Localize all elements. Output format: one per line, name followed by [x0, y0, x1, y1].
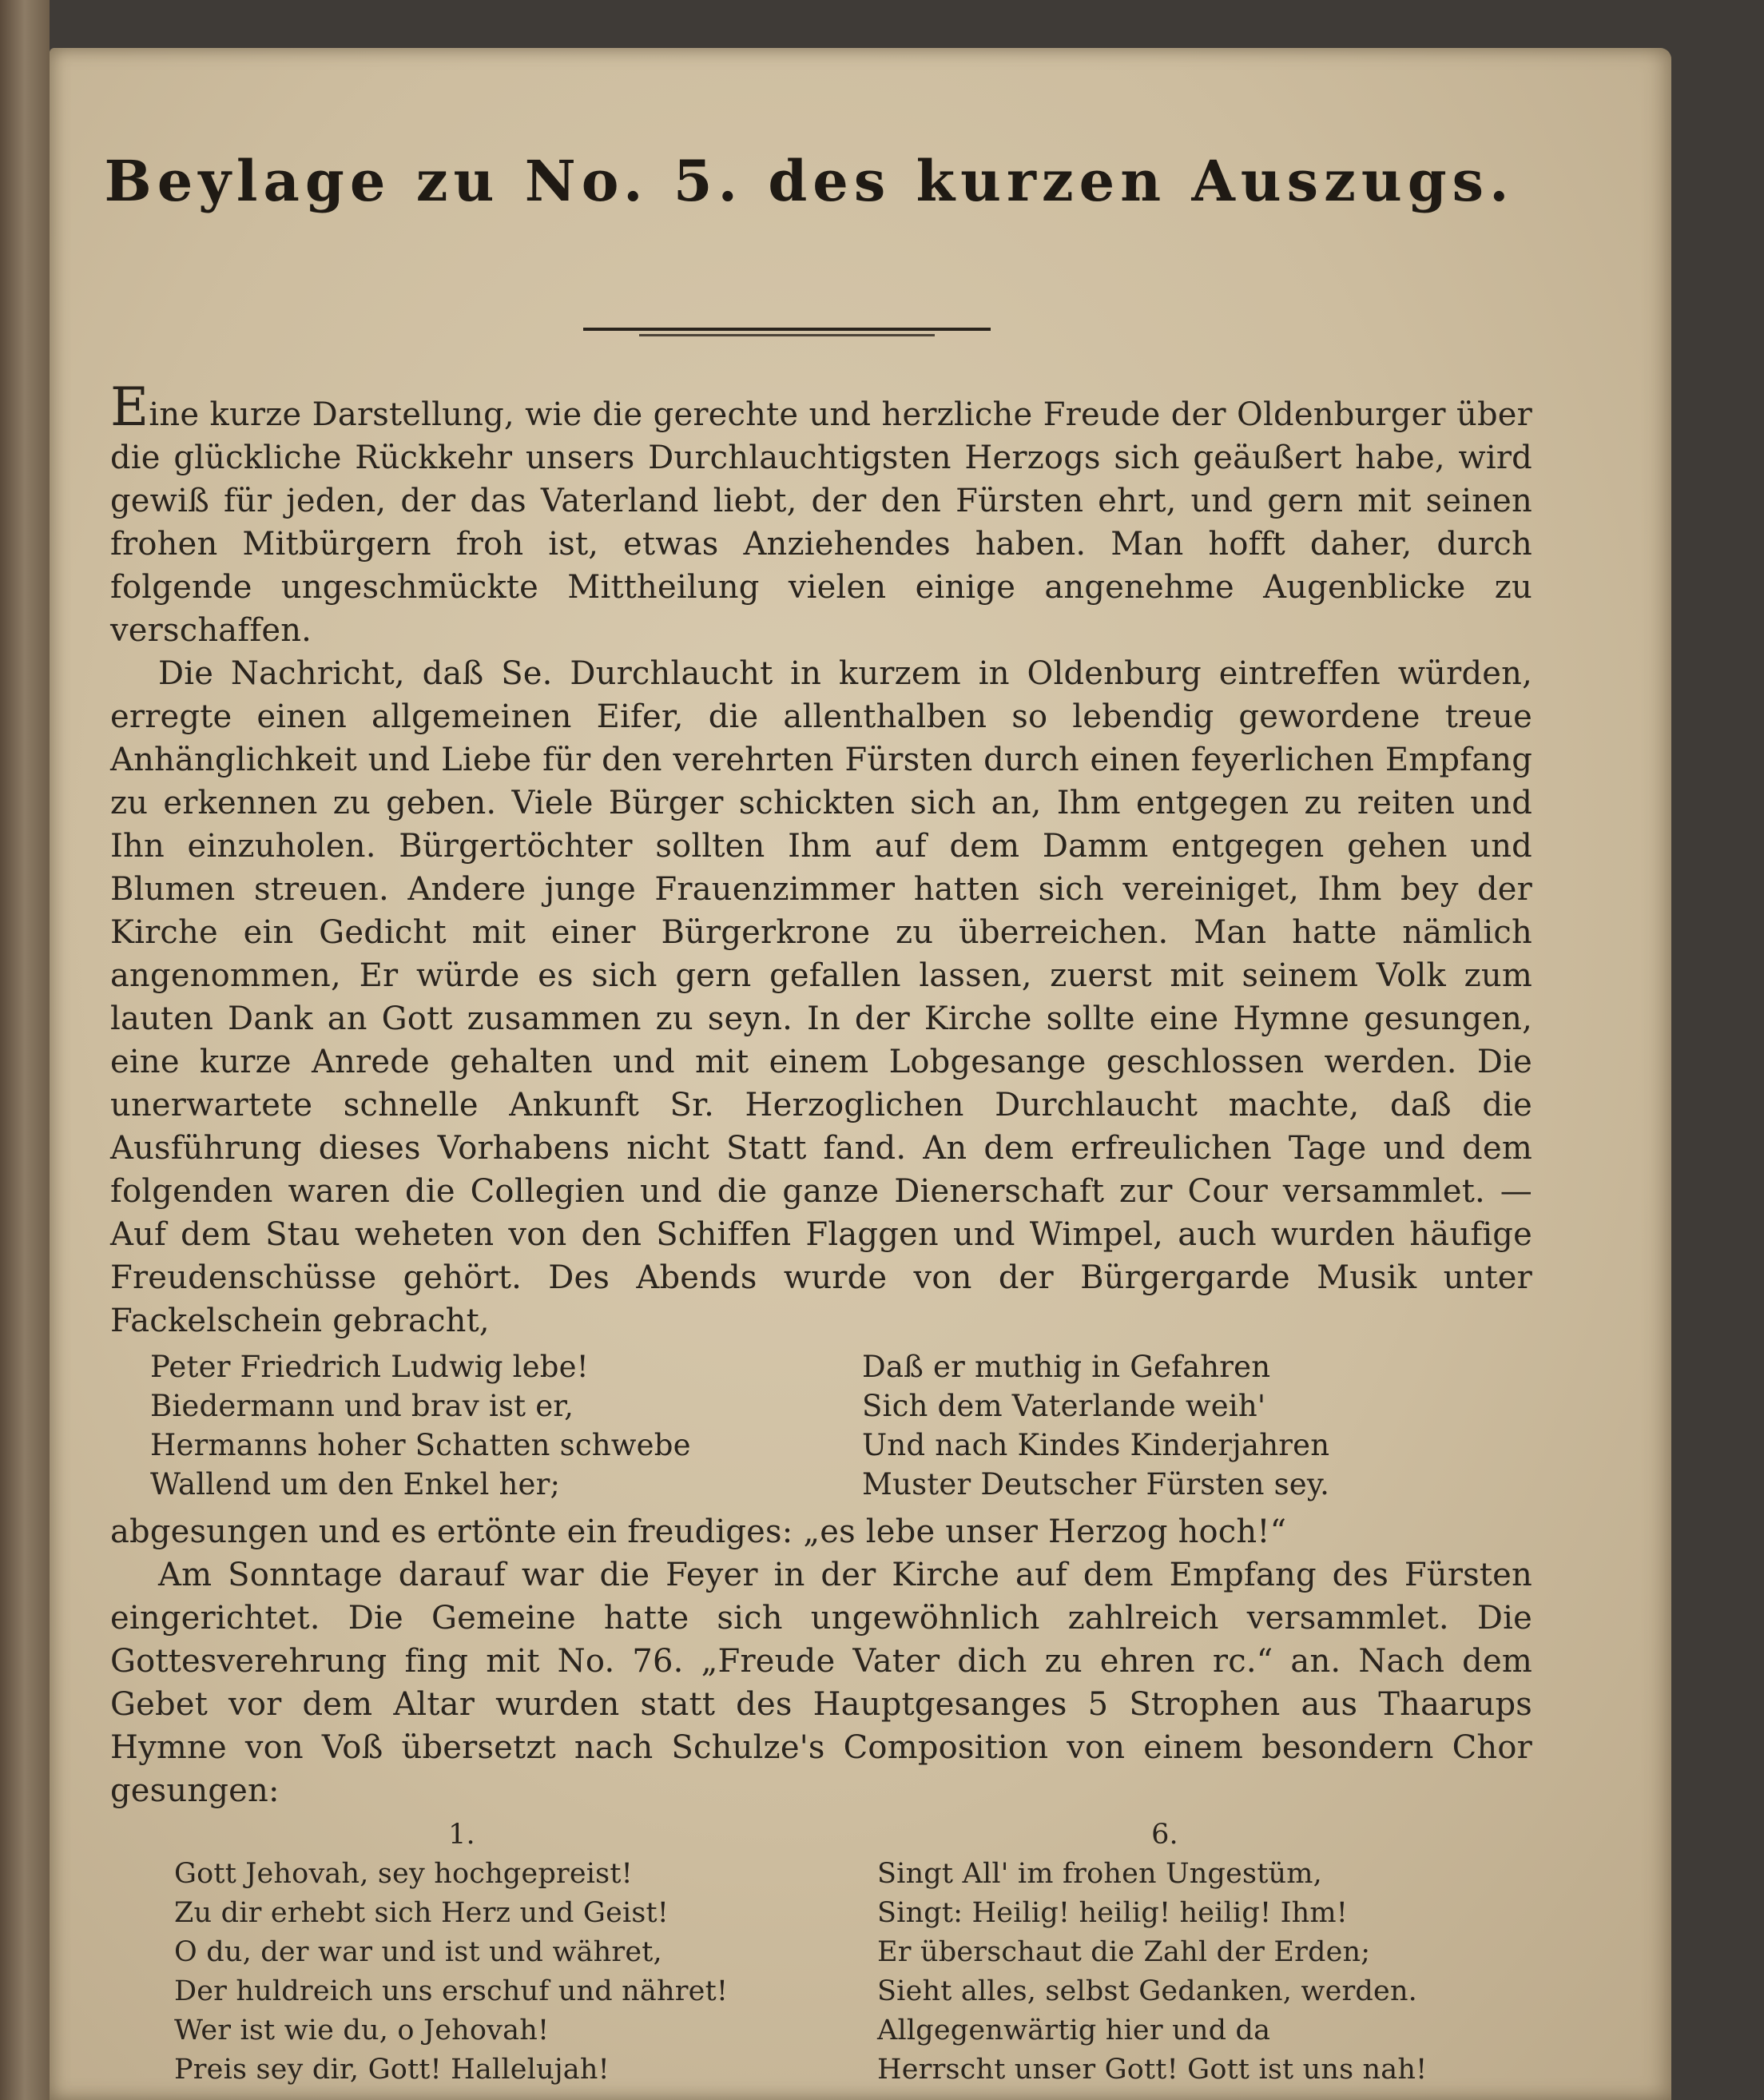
poem-line: Sich dem Vaterlande weih' [862, 1389, 1266, 1423]
hymn-verses [110, 1816, 1532, 2090]
hymn-line: Wer ist wie du, o Jehovah! [174, 2014, 550, 2046]
serenade-poem [110, 1347, 1532, 1504]
drop-cap: E [110, 376, 149, 438]
article-body [110, 376, 1532, 2090]
hymn-line: Singt All' im frohen Ungestüm, [877, 1858, 1322, 1890]
poem-line: Wallend um den Enkel her; [150, 1467, 561, 1501]
verse-number: 6. [1151, 1819, 1178, 1851]
paragraph-intro [110, 376, 1532, 652]
hymn-line: O du, der war und ist und währet, [174, 1936, 662, 1968]
poem-column-right [862, 1347, 1468, 1504]
paragraph-cheer: abgesungen und es ertönte ein freudiges: „es lebe unser Herzog hoch!“ [110, 1513, 1287, 1550]
paragraph-intro-text: ine kurze Darstellung, wie die gerechte und herzliche Freude der Oldenburger über die glückliche Rückkehr unsers Durchlauchtigsten Herzogs sich geäußert habe, wird gewiß für jeden, der das Vaterland liebt, der den Fürsten ehrt, und gern mit seinen frohen Mitbürgern froh ist, etwas Anziehendes haben. Man hofft daher, durch folgende ungeschmückte Mittheilung vielen einige angenehme Augenblicke zu verschaffen. [110, 396, 1532, 649]
hymn-line: Herrscht unser Gott! Gott ist uns nah! [877, 2054, 1428, 2086]
hymn-line: Preis sey dir, Gott! Hallelujah! [174, 2054, 610, 2086]
poem-line: Hermanns hoher Schatten schwebe [150, 1428, 691, 1462]
verse-number: 1. [448, 1819, 475, 1851]
page-title: Beylage zu No. 5. des kurzen Auszugs. [104, 148, 1515, 214]
hymn-line: Allgegenwärtig hier und da [877, 2014, 1271, 2046]
hymn-line: Zu dir erhebt sich Herz und Geist! [174, 1897, 669, 1929]
paragraph-sunday: Am Sonntage darauf war die Feyer in der Kirche auf dem Empfang des Fürsten eingerichtet. Die Gemeine hatte sich ungewöhnlich zahlreich versammlet. Die Gottesverehrung fing mit No. 76. „Freude Vater dich zu ehren rc.“ an. Nach dem Gebet vor dem Altar wurden statt des Hauptgesanges 5 Strophen aus Thaarups Hymne von Voß übersetzt nach Schulze's Composition von einem besondern Chor gesungen: [110, 1557, 1532, 1809]
left-page-edge [0, 0, 50, 2100]
poem-line: Daß er muthig in Gefahren [862, 1350, 1271, 1384]
hymn-line: Singt: Heilig! heilig! heilig! Ihm! [877, 1897, 1348, 1929]
title-divider [583, 328, 991, 331]
title-divider-inner [639, 334, 935, 336]
hymn-line: Der huldreich uns erschuf und nähret! [174, 1975, 729, 2007]
hymn-line: Er überschaut die Zahl der Erden; [877, 1936, 1371, 1968]
poem-line: Biedermann und brav ist er, [150, 1389, 574, 1423]
paragraph-news: Die Nachricht, daß Se. Durchlaucht in kurzem in Oldenburg eintreffen würden, erregte einen allgemeinen Eifer, die allenthalben so lebendig gewordene treue Anhänglichkeit und Liebe für den verehrten Fürsten durch einen feyerlichen Empfang zu erkennen zu geben. Viele Bürger schickten sich an, Ihm entgegen zu reiten und Ihn einzuholen. Bürgertöchter sollten Ihm auf dem Damm entgegen gehen und Blumen streuen. Andere junge Frauenzimmer hatten sich vereiniget, Ihm bey der Kirche ein Gedicht mit einer Bürgerkrone zu überreichen. Man hatte nämlich angenommen, Er würde es sich gern gefallen lassen, zuerst mit seinem Volk zum lauten Dank an Gott zusammen zu seyn. In der Kirche sollte eine Hymne gesungen, eine kurze Anrede gehalten und mit einem Lobgesange geschlossen werden. Die unerwartete schnelle Ankunft Sr. Herzoglichen Durchlaucht machte, daß die Ausführung dieses Vorhabens nicht Statt fand. An dem erfreulichen Tage und dem folgenden waren die Collegien und die ganze Dienerschaft zur Cour versammlet. — Auf dem Stau weheten von den Schiffen Flaggen und Wimpel, auch wurden häufige Freudenschüsse gehört. Des Abends wurde von der Bürgergarde Musik unter Fackelschein gebracht, [110, 655, 1532, 1339]
poem-column-left [150, 1347, 757, 1504]
poem-line: Und nach Kindes Kinderjahren [862, 1428, 1330, 1462]
poem-line: Peter Friedrich Ludwig lebe! [150, 1350, 589, 1384]
hymn-line: Sieht alles, selbst Gedanken, werden. [877, 1975, 1418, 2007]
hymn-line: Gott Jehovah, sey hochgepreist! [174, 1858, 633, 1890]
hymn-verse-left [174, 1816, 749, 2090]
hymn-verse-right [877, 1816, 1452, 2090]
poem-line: Muster Deutscher Fürsten sey. [862, 1467, 1330, 1501]
